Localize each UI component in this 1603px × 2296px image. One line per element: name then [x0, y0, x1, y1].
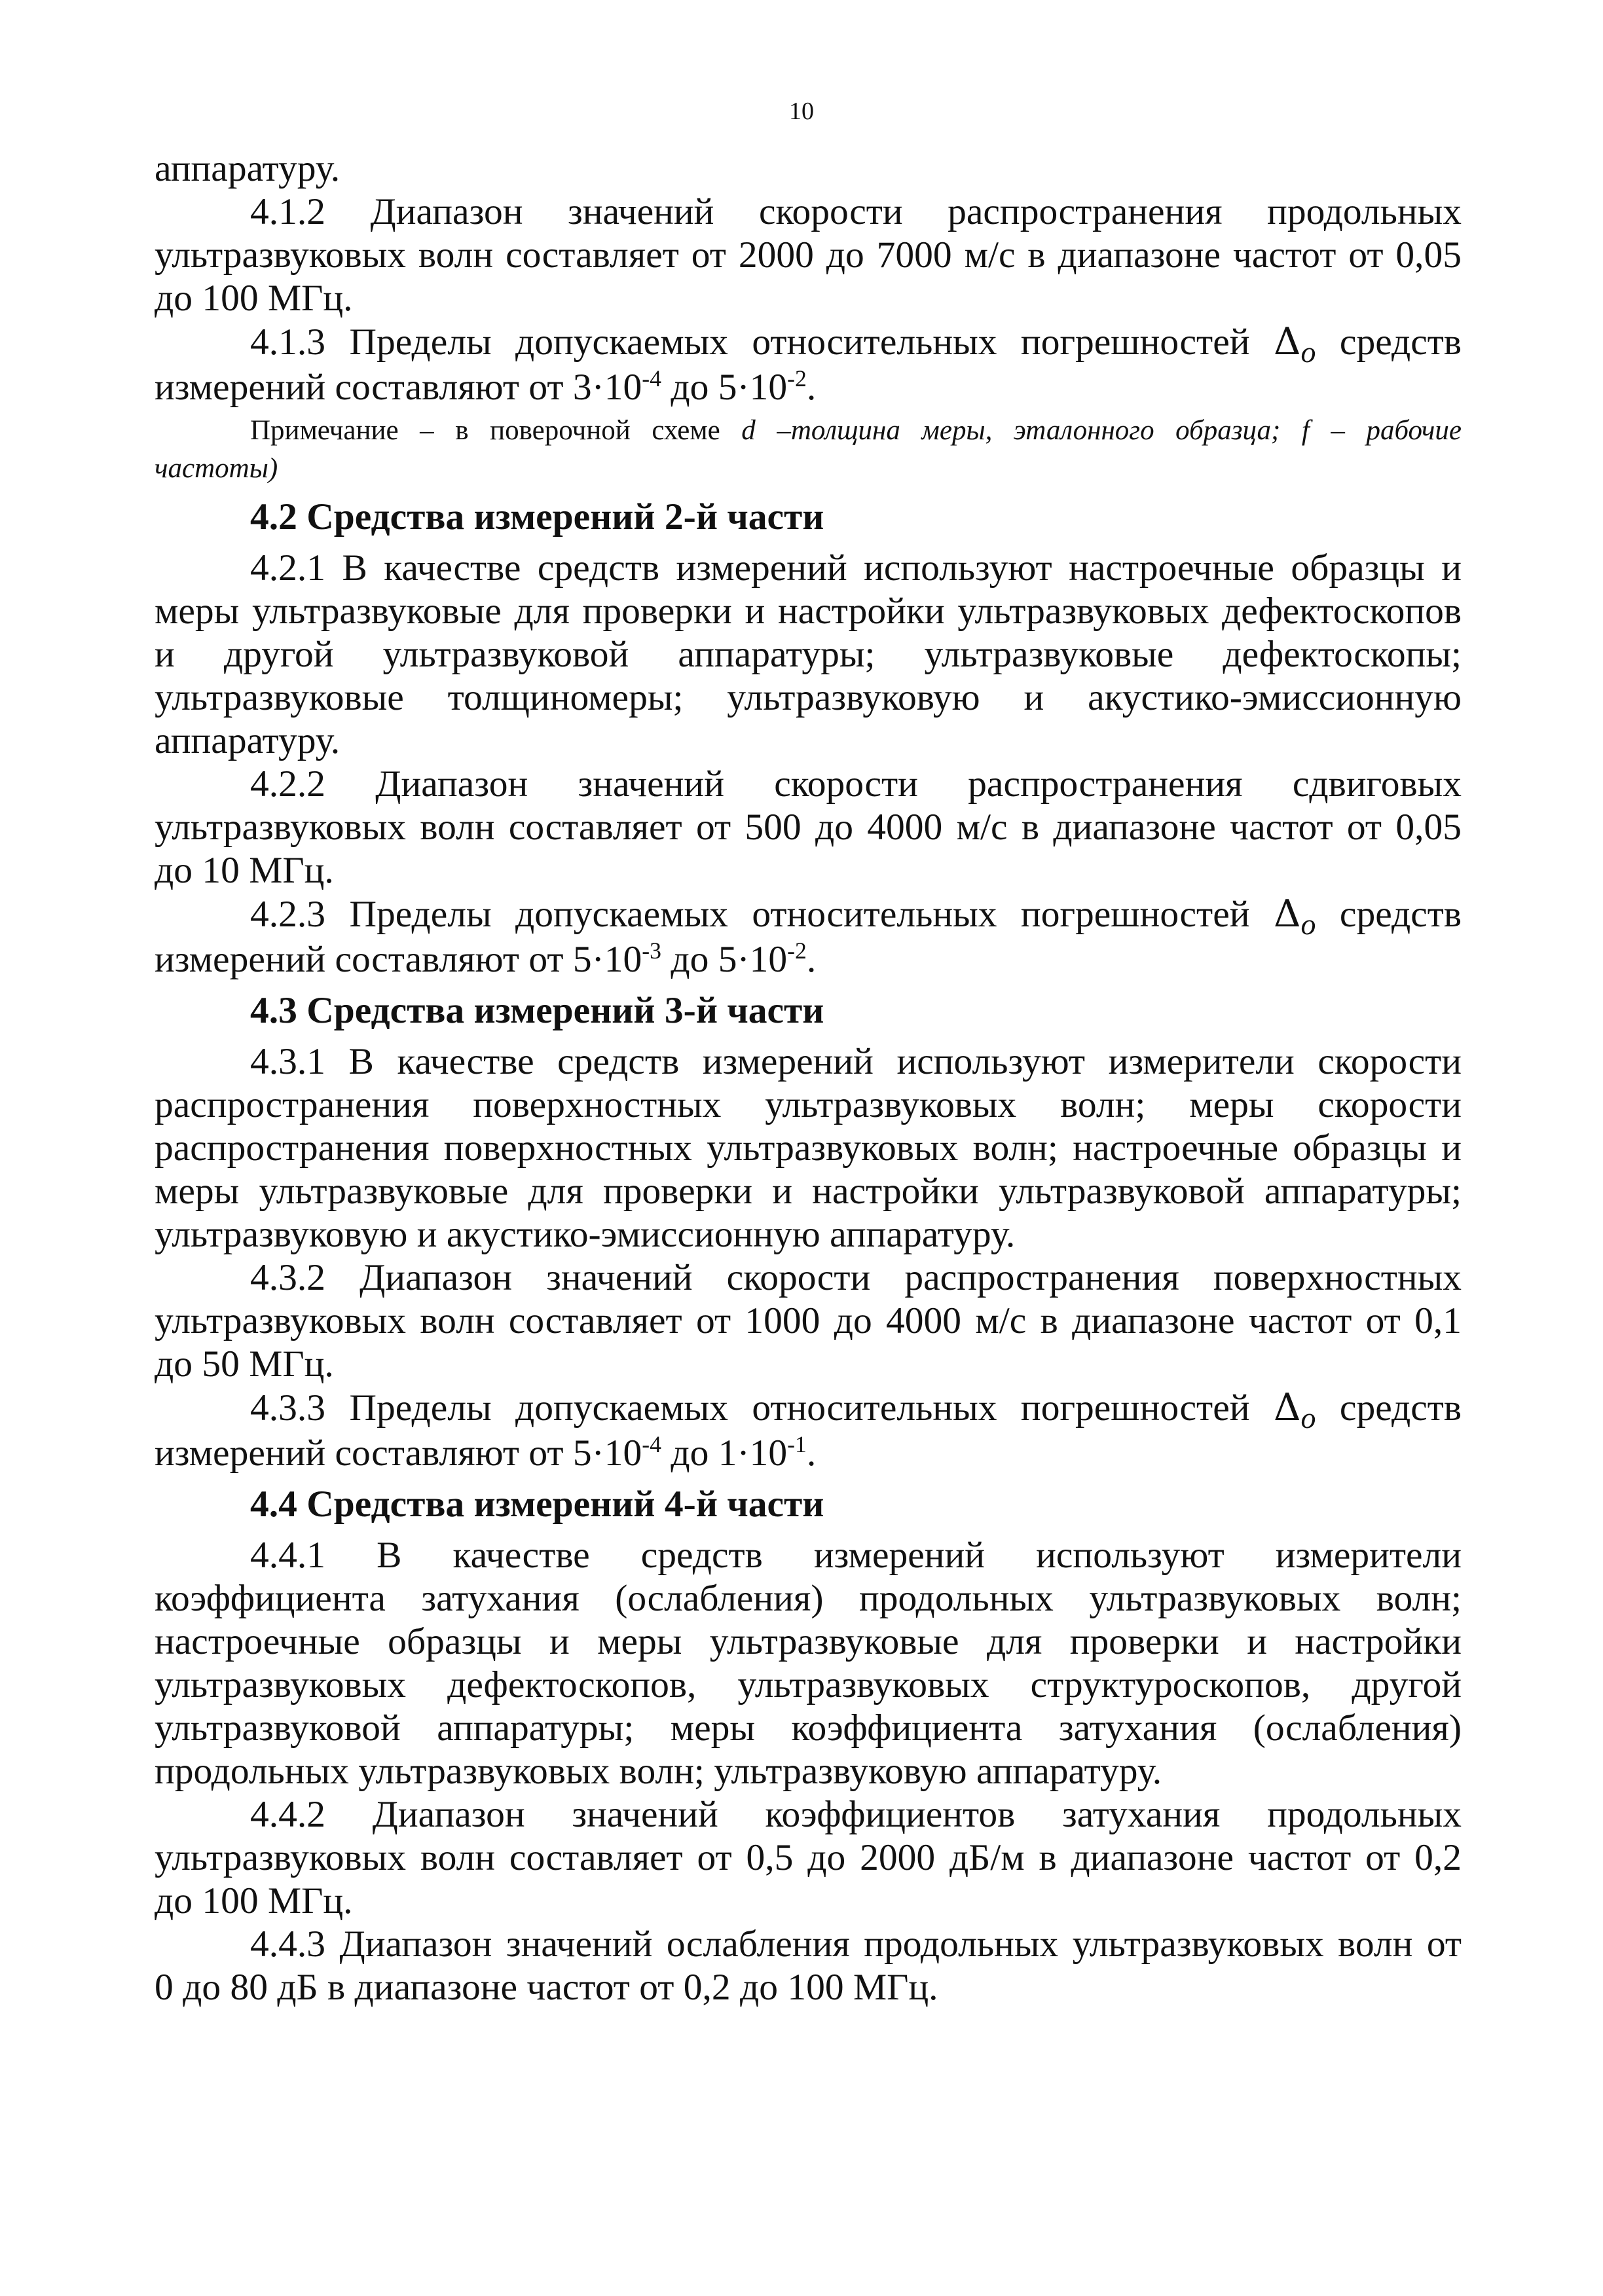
paragraph-4-3-1	[155, 1040, 1462, 1256]
paragraph-4-1-3	[155, 320, 1462, 409]
paragraph-4-4-1	[155, 1534, 1462, 1793]
text-line: 4.3.1 В качестве средств измерений используют измерители скорости	[250, 1041, 1462, 1082]
paragraph-4-2-3	[155, 892, 1462, 981]
text-line: измерений составляют от $5\cdot 10^{-3}$ до $5\cdot 10^{-2}$.	[155, 938, 817, 980]
delta-symbol: $\Delta_o$	[1273, 320, 1316, 366]
page-content	[155, 147, 1462, 2009]
exponent: -3	[642, 938, 661, 964]
exponent: -4	[642, 1431, 661, 1458]
text-line: 0 до 80 дБ в диапазоне частот от 0,2 до 100 МГц.	[155, 1967, 938, 2008]
text-line: измерений составляют от $5\cdot 10^{-4}$ до $1\cdot 10^{-1}$.	[155, 1431, 817, 1474]
text-line: настроечные образцы и меры ультразвуковые для проверки и настройки	[155, 1621, 1462, 1662]
exponent: -2	[787, 365, 807, 392]
page-number: 10	[789, 98, 814, 125]
text-line: ультразвуковых дефектоскопов, ультразвуковых структуроскопов, другой	[155, 1664, 1462, 1705]
note	[155, 412, 1462, 488]
section-heading-4-4: 4.4 Средства измерений 4-й части	[250, 1484, 824, 1525]
text-line: ультразвуковую и акустико-эмиссионную аппаратуру.	[155, 1214, 1016, 1255]
text-line: до 100 МГц.	[155, 278, 353, 319]
exponent: -2	[787, 938, 807, 964]
section-heading-4-3: 4.3 Средства измерений 3-й части	[250, 990, 824, 1031]
text-line: продольных ультразвуковых волн; ультразвуковую аппаратуру.	[155, 1751, 1162, 1792]
text-line: аппаратуру.	[155, 148, 341, 189]
text-line: 4.4.3 Диапазон значений ослабления продольных ультразвуковых волн от	[250, 1923, 1462, 1965]
text-line: ультразвуковой аппаратуры; меры коэффициента затухания (ослабления)	[155, 1707, 1462, 1749]
text-line: ультразвуковых волн составляет от 0,5 до 2000 дБ/м в диапазоне частот от 0,2	[155, 1837, 1462, 1878]
text-line: меры ультразвуковые для проверки и настройки ультразвуковой аппаратуры;	[155, 1171, 1462, 1212]
text-line: измерений составляют от $3\cdot 10^{-4}$ до $5\cdot 10^{-2}$.	[155, 365, 817, 408]
text-line: до 10 МГц.	[155, 850, 334, 891]
text-line: 4.3.3 Пределы допускаемых относительных погрешностей $\Delta_o$ средств	[250, 1386, 1462, 1432]
text-line: 4.3.2 Диапазон значений скорости распространения поверхностных	[250, 1257, 1462, 1298]
delta-symbol: $\Delta_o$	[1273, 1386, 1316, 1432]
text-segment: средств	[1339, 321, 1462, 363]
delta-symbol: $\Delta_o$	[1273, 892, 1316, 938]
text-line: до 50 МГц.	[155, 1343, 334, 1385]
text-line: 4.2.3 Пределы допускаемых относительных погрешностей $\Delta_o$ средств	[250, 892, 1462, 938]
text-line: ультразвуковые толщиномеры; ультразвуковую и акустико-эмиссионную	[155, 677, 1462, 718]
text-line: 4.2.2 Диапазон значений скорости распространения сдвиговых	[250, 763, 1462, 805]
note-line: Примечание – в поверочной схеме d –толщина меры, эталонного образца; f – рабочие	[250, 415, 1462, 446]
paragraph-4-4-3	[155, 1923, 1462, 2009]
text-line: до 100 МГц.	[155, 1880, 353, 1922]
text-line: коэффициента затухания (ослабления) продольных ультразвуковых волн;	[155, 1578, 1462, 1619]
note-line: частоты)	[155, 453, 278, 484]
exponent: -4	[642, 365, 661, 392]
text-line	[155, 320, 1462, 366]
text-line: 4.4.2 Диапазон значений коэффициентов затухания продольных	[250, 1794, 1462, 1835]
paragraph-4-4-2	[155, 1793, 1462, 1923]
text-line: 4.4.1 В качестве средств измерений используют измерители	[250, 1535, 1462, 1576]
text-line: распространения поверхностных ультразвуковых волн; настроечные образцы и	[155, 1127, 1462, 1169]
text-line: ультразвуковых волн составляет от 1000 до 4000 м/с в диапазоне частот от 0,1	[155, 1300, 1462, 1341]
text-line: ультразвуковых волн составляет от 500 до 4000 м/с в диапазоне частот от 0,05	[155, 807, 1462, 848]
paragraph-4-3-2	[155, 1256, 1462, 1386]
paragraph-4-1-2	[155, 191, 1462, 320]
section-heading-4-2: 4.2 Средства измерений 2-й части	[250, 496, 824, 538]
paragraph-4-3-3	[155, 1386, 1462, 1475]
text-line: 4.1.2 Диапазон значений скорости распространения продольных	[250, 191, 1462, 232]
text-line: 4.2.1 В качестве средств измерений используют настроечные образцы и	[250, 547, 1462, 589]
exponent: -1	[787, 1431, 807, 1458]
text-line: и другой ультразвуковой аппаратуры; ультразвуковые дефектоскопы;	[155, 634, 1462, 675]
text-line: аппаратуру.	[155, 720, 341, 761]
paragraph-4-2-1	[155, 547, 1462, 763]
text-line: распространения поверхностных ультразвуковых волн; меры скорости	[155, 1084, 1462, 1125]
paragraph-4-2-2	[155, 763, 1462, 892]
text-line: меры ультразвуковые для проверки и настройки ультразвуковых дефектоскопов	[155, 591, 1462, 632]
text-line: ультразвуковых волн составляет от 2000 до 7000 м/с в диапазоне частот от 0,05	[155, 234, 1462, 276]
text-segment: 4.1.3 Пределы допускаемых относительных погрешностей	[250, 321, 1250, 363]
